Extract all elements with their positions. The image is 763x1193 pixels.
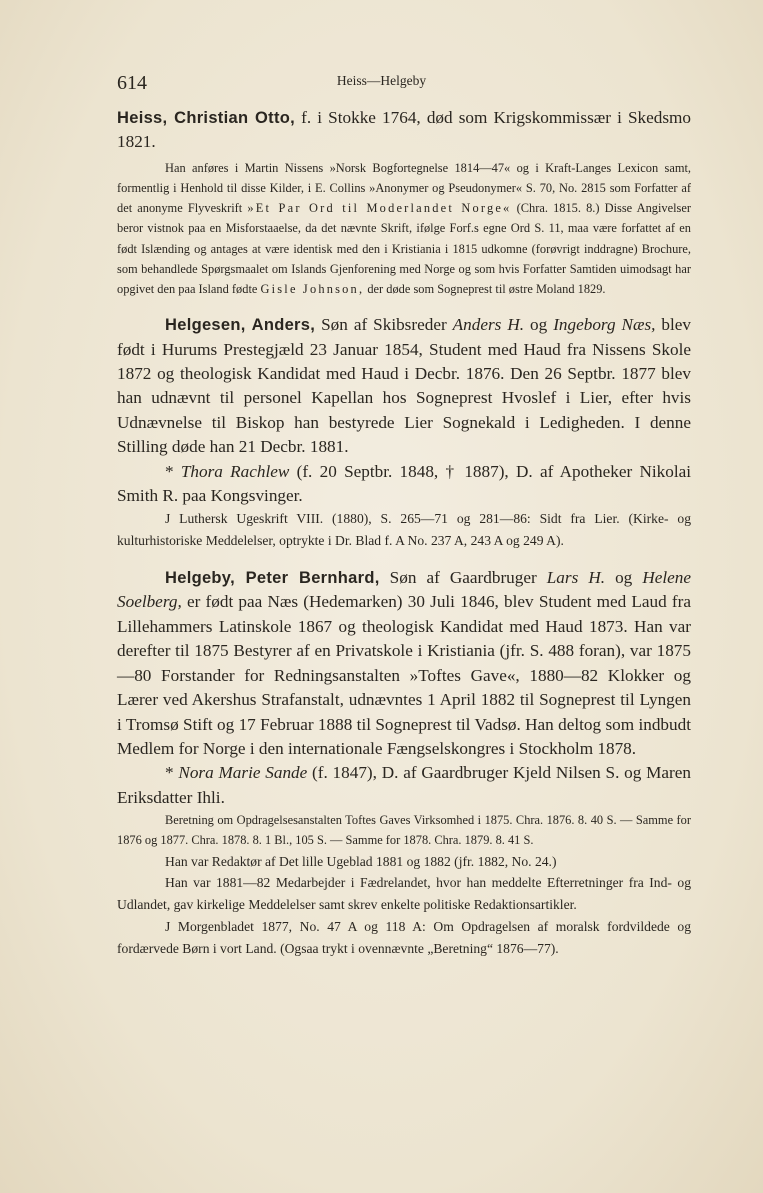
entry-helgeby-work-3: Han var 1881—82 Medarbejder i Fædrelandet, hvor han meddelte Efterretninger fra Ind- og Udlandet, gav kirkelige Meddelelser samt skrev enkelte politiske Redaktionsartikler. <box>117 875 691 913</box>
entry-helgeby-main: Helgeby, Peter Bernhard, Søn af Gaardbruger Lars H. og Helene Soelberg, er født paa Næs (Hedemarken) 30 Juli 1846, blev Student med Laud fra Lillehammers Latinskole 1867 og theologisk Kandidat med Haud 1873. Han var derefter til 1875 Bestyrer af en Privatskole i Kristiania (jfr. S. 488 foran), var 1875—80 Forstander for Redningsanstalten »Toftes Gave«, 1880—82 Klokker og Lærer ved Akershus Strafanstalt, udnævntes 1 April 1882 til Sogneprest til Lyngen i Tromsø Stift og 17 Februar 1888 til Sogneprest til Vadsø. Han deltog som indbudt Medlem for Norge i den internationale Fængselskongres i Stockholm 1878. <box>117 568 691 758</box>
entry-helgeby-name: Helgeby, Peter Bernhard, <box>165 569 380 588</box>
entry-helgesen <box>117 313 691 552</box>
entry-helgesen-main: Helgesen, Anders, Søn af Skibsreder Anders H. og Ingeborg Næs, blev født i Hurums Prestegjæld 23 Januar 1854, Student med Haud fra Nissens Skole 1872 og theologisk Kandidat med Haud i Decbr. 1876. Den 26 Septbr. 1877 blev han udnævnt til personel Kapellan hos Sogneprest Hvoslef i Lier, efter hvis Udnævnelse til Biskop han bestyrede Lier Sognekald i Ledigheden. I denne Stilling døde han 21 Decbr. 1881. <box>117 315 692 457</box>
author-name: Gisle Johnson, <box>260 282 365 297</box>
entry-heiss-name: Heiss, Christian Otto, <box>117 109 296 127</box>
page-header <box>0 68 763 92</box>
entry-helgeby-work-4: J Morgenbladet 1877, No. 47 A og 118 A: Om Opdragelsen af moralsk fordvildede og fordærvede Børn i vort Land. (Ogsaa trykt i ovennævnte „Beretning“ 1876—77). <box>117 918 691 956</box>
running-title: Heiss—Helgeby <box>336 73 427 88</box>
entry-heiss-note: Han anføres i Martin Nissens »Norsk Bogfortegnelse 1814—47« og i Kraft-Langes Lexicon samt, formentlig i Henhold til disse Kilder, i E. Collins »Anonymer og Pseudonymer« S. 70, No. 2815 som Forfatter af det anonyme Flyveskrift »Et Par Ord til Moderlandet Norge« (Chra. 1815. 8.) Disse Angivelser beror vistnok paa en Misforstaaelse, da det nævnte Skrift, ifølge Forf.s egne Ord S. 11, maa være forfattet af en født Islænding og antages at være identisk med den i Kristiania i 1815 udkomne (forøvrigt inddragne) Brochure, som behandlede Spørgsmaalet om Islands Gjenforening med Norge og som hvis Forfatter Samtiden uimodsagt har opgivet den paa Island fødte Gisle Johnson, der døde som Sogneprest til østre Moland 1829. <box>117 160 692 297</box>
entry-helgesen-name: Helgesen, Anders, <box>165 316 316 335</box>
entry-helgesen-source: J Luthersk Ugeskrift VIII. (1880), S. 265—71 og 281—86: Sidt fra Lier. (Kirke- og kulturhistoriske Meddelelser, optrykte i Dr. Blad f. A No. 237 A, 243 A og 249 A). <box>117 511 691 549</box>
entry-helgeby-work-1: Beretning om Opdragelsesanstalten Toftes Gaves Virksomhed i 1875. Chra. 1876. 8. 40 S. — Samme for 1876 og 1877. Chra. 1878. 8. 1 Bl., 105 S. — Samme for 1878. Chra. 1879. 8. 41 S. <box>117 813 691 848</box>
pamphlet-title: »Et Par Ord til Moderlandet Norge« <box>247 201 512 216</box>
entry-heiss <box>117 106 691 299</box>
entry-heiss-main: Heiss, Christian Otto, f. i Stokke 1764, død som Krigskommissær i Skedsmo 1821. <box>117 108 691 152</box>
entry-helgeby <box>117 566 691 959</box>
page-number: 614 <box>117 72 147 94</box>
entry-helgeby-work-2: Han var Redaktør af Det lille Ugeblad 1881 og 1882 (jfr. 1882, No. 24.) <box>165 853 557 869</box>
page-body <box>117 106 691 960</box>
entry-helgeby-spouse: * Nora Marie Sande (f. 1847), D. af Gaardbruger Kjeld Nilsen S. og Maren Eriksdatter Ihli. <box>117 763 691 807</box>
entry-helgesen-spouse: * Thora Rachlew (f. 20 Septbr. 1848, † 1887), D. af Apotheker Nikolai Smith R. paa Kongsvinger. <box>117 461 691 506</box>
